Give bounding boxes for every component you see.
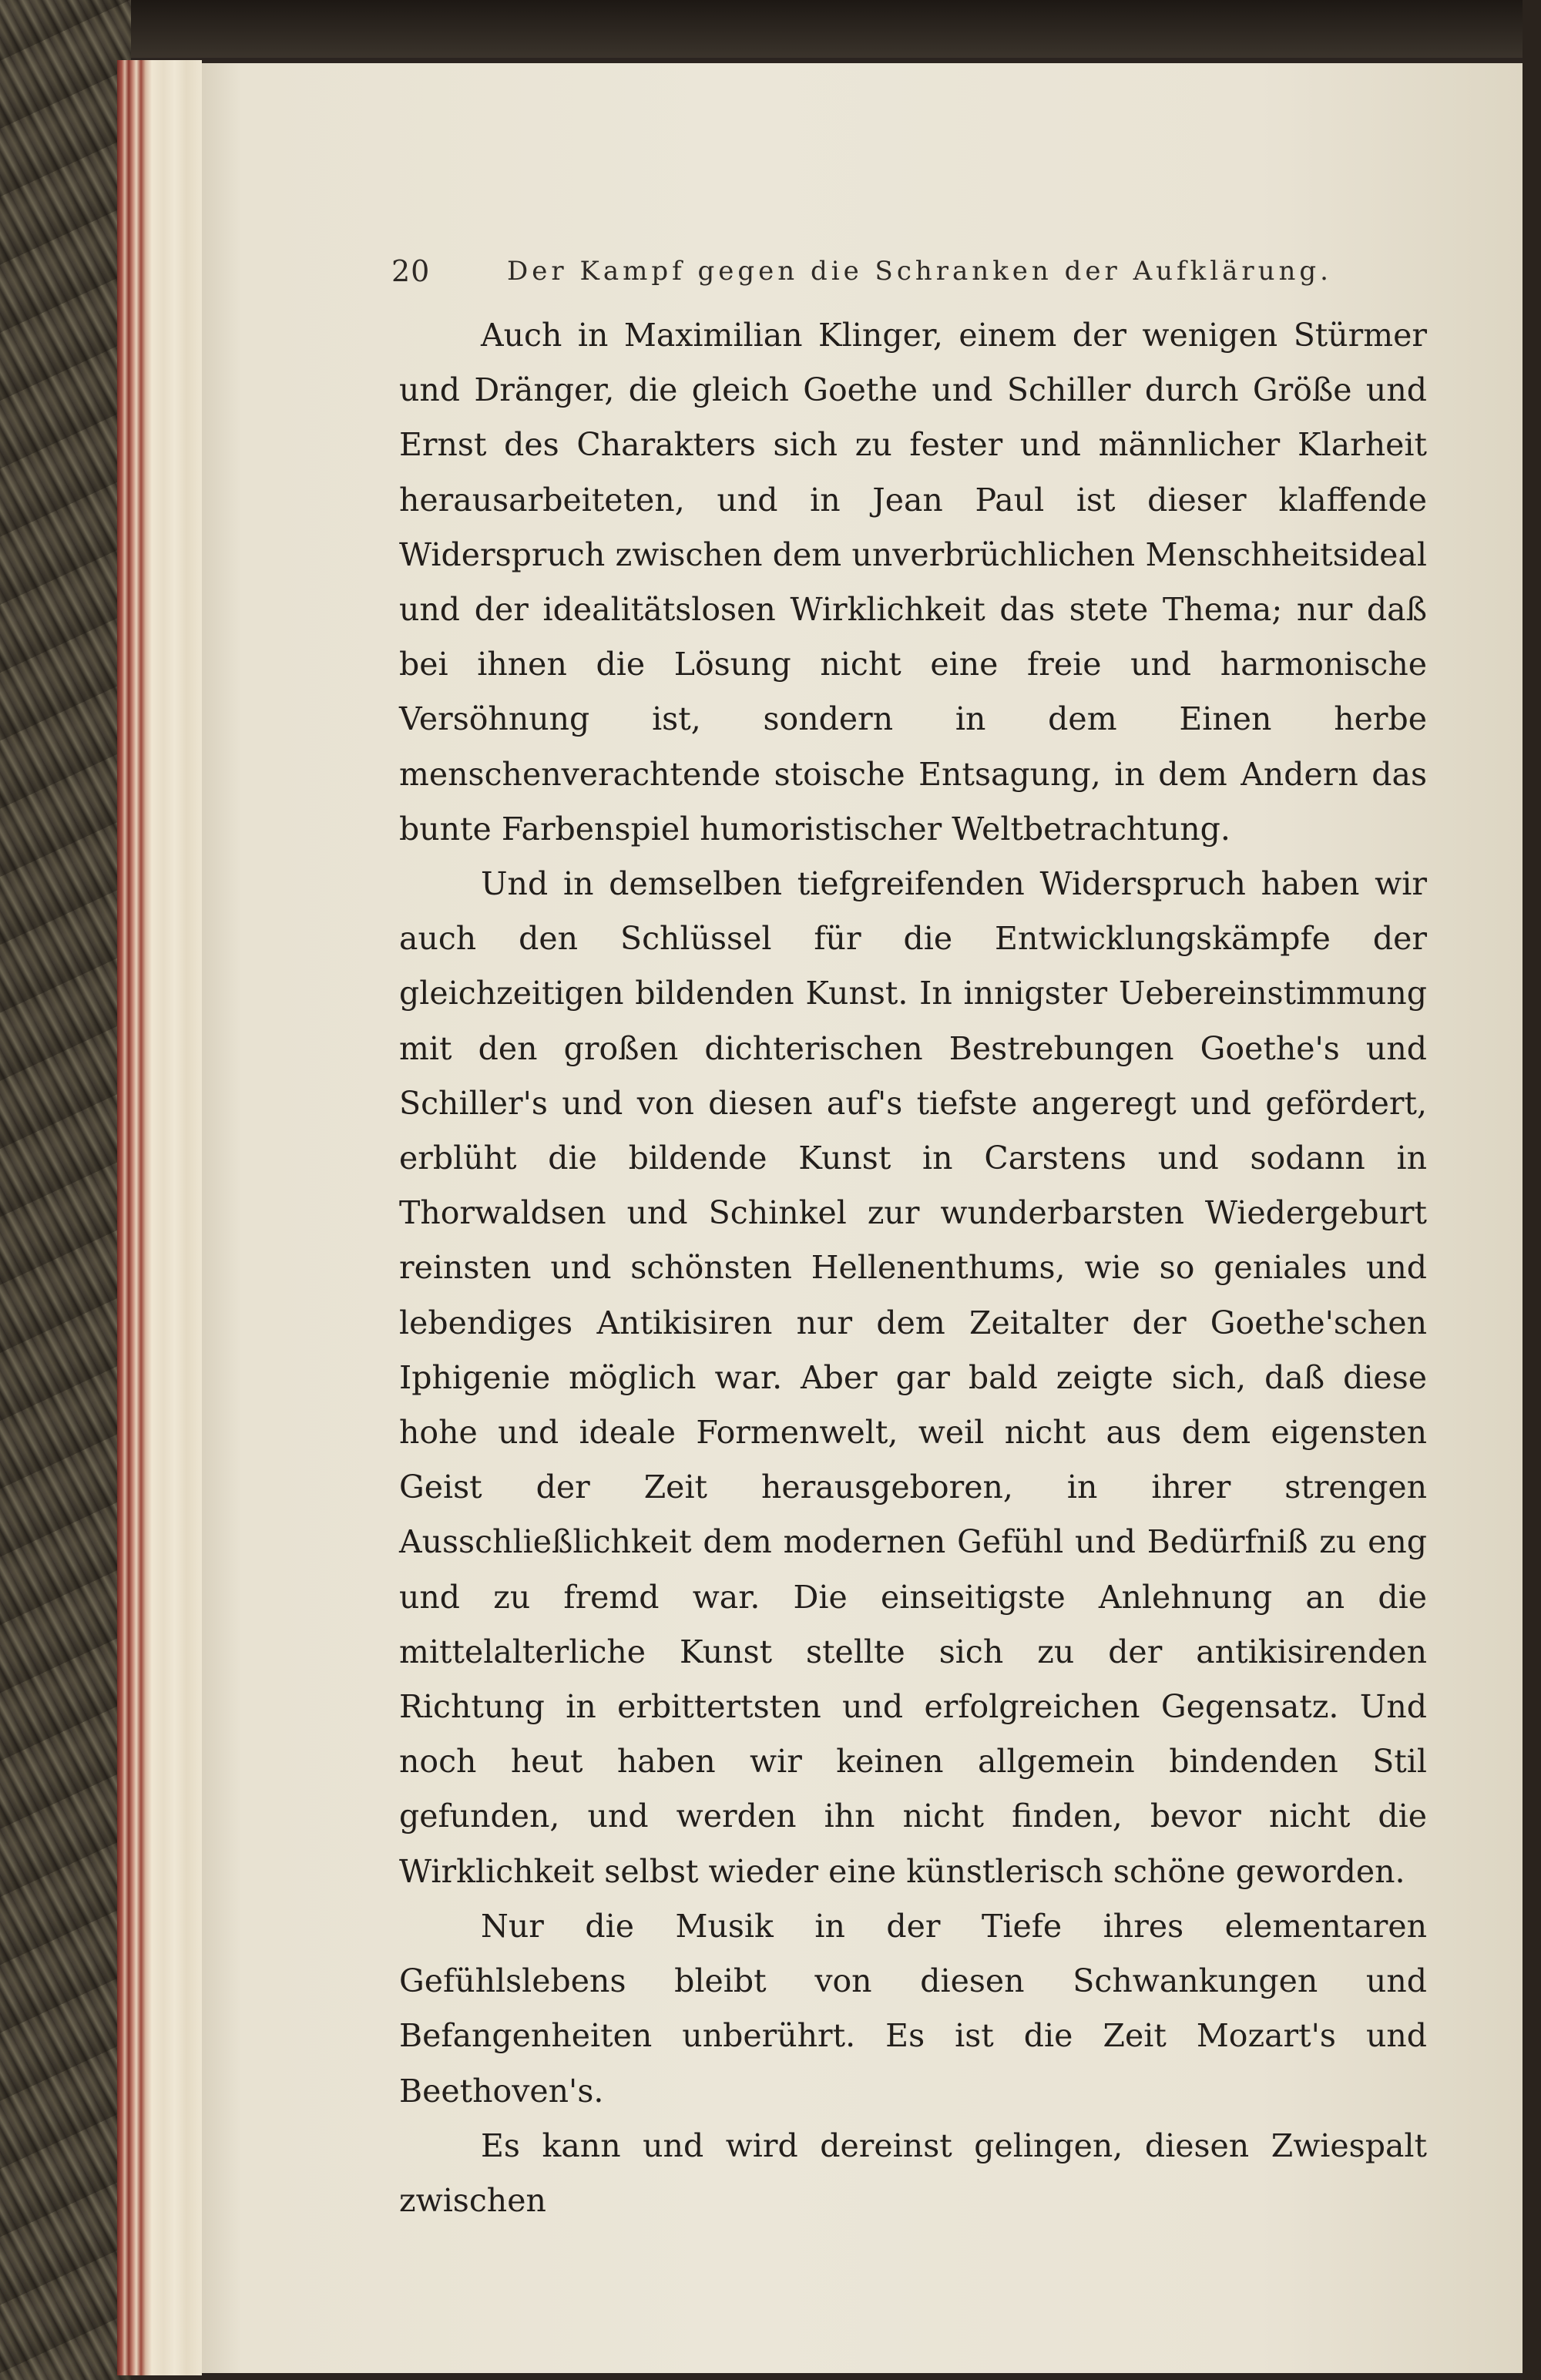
page-header — [391, 254, 1332, 300]
paragraph: Und in demselben tiefgreifenden Widerspruch haben wir auch den Schlüssel für die Entwicklungskämpfe der gleichzeitigen bildenden Kunst. In innigster Uebereinstimmung mit den großen dichterischen Bestrebungen Goethe's und Schiller's und von diesen auf's tiefste angeregt und gefördert, erblüht die bildende Kunst in Carstens und sodann in Thorwaldsen und Schinkel zur wunderbarsten Wiedergeburt reinsten und schönsten Hellenenthums, wie so geniales und lebendiges Antikisiren nur dem Zeitalter der Goethe'schen Iphigenie möglich war. Aber gar bald zeigte sich, daß diese hohe und ideale Formenwelt, weil nicht aus dem eigensten Geist der Zeit herausgeboren, in ihrer strengen Ausschließlichkeit dem modernen Gefühl und Bedürfniß zu eng und zu fremd war. Die einseitigste Anlehnung an die mittelalterliche Kunst stellte sich zu der antikisirenden Richtung in erbittertsten und erfolgreichen Gegensatz. Und noch heut haben wir keinen allgemein bindenden Stil gefunden, und werden ihn nicht finden, bevor nicht die Wirklichkeit selbst wieder eine künstlerisch schöne geworden. — [399, 865, 1427, 1890]
marbled-cover — [0, 0, 131, 2380]
paragraph: Es kann und wird dereinst gelingen, diesen Zwiespalt zwischen — [399, 2127, 1427, 2219]
book-top-shadow — [0, 0, 1541, 58]
page-edges — [117, 60, 202, 2375]
page-number: 20 — [391, 254, 431, 288]
paragraph: Auch in Maximilian Klinger, einem der wenigen Stürmer und Dränger, die gleich Goethe und Schiller durch Größe und Ernst des Charakters sich zu fester und männlicher Klarheit herausarbeiteten, und in Jean Paul ist dieser klaffende Widerspruch zwischen dem unverbrüchlichen Menschheitsideal und der idealitätslosen Wirklichkeit das stete Thema; nur daß bei ihnen die Lösung nicht eine freie und harmonische Versöhnung ist, sondern in dem Einen herbe menschenverachtende stoische Entsagung, in dem Andern das bunte Farbenspiel humoristischer Weltbetrachtung. — [399, 317, 1427, 848]
book-right-shadow — [1523, 0, 1541, 2380]
running-head: Der Kampf gegen die Schranken der Aufklärung. — [507, 256, 1332, 287]
body-text — [399, 308, 1427, 2228]
paragraph: Nur die Musik in der Tiefe ihres elementaren Gefühlslebens bleibt von diesen Schwankungen und Befangenheiten unberührt. Es ist die Zeit Mozart's und Beethoven's. — [399, 1907, 1427, 2110]
